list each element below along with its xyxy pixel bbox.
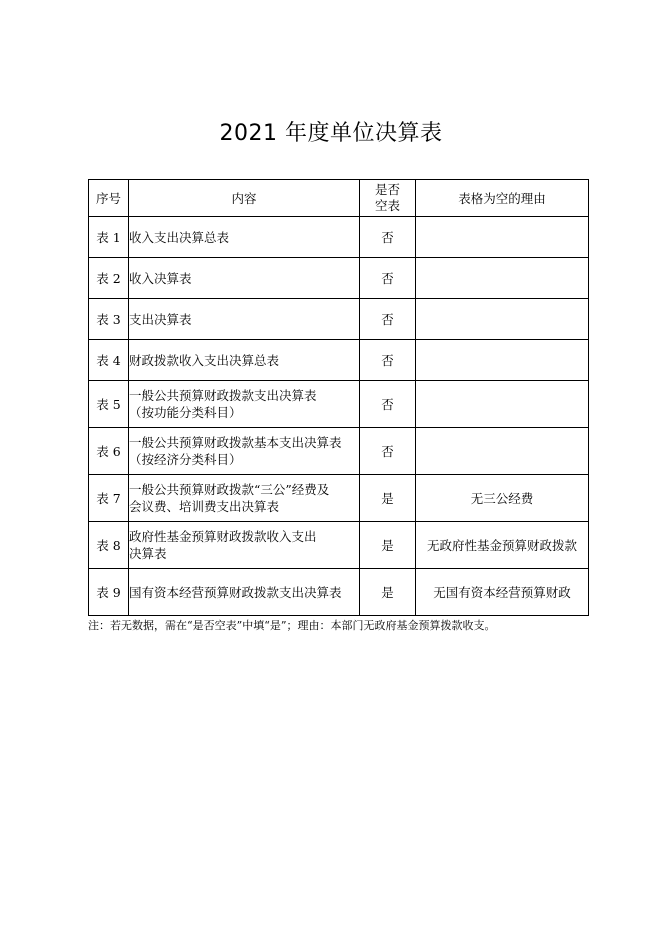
row-content: 一般公共预算财政拨款“三公”经费及 会议费、培训费支出决算表 [129,475,360,522]
row-reason: 无三公经费 [416,475,589,522]
row-reason [416,381,589,428]
header-is-empty [360,180,416,217]
table-row [89,381,589,428]
page-title: 2021 年度单位决算表 [219,121,443,146]
table-row [89,475,589,522]
table-row [89,428,589,475]
header-content: 内容 [129,180,360,217]
row-reason [416,428,589,475]
table-header-row [89,180,589,217]
row-is-empty: 否 [360,340,416,381]
row-no: 表 5 [89,381,129,428]
row-content: 一般公共预算财政拨款基本支出决算表 （按经济分类科目） [129,428,360,475]
row-is-empty: 否 [360,428,416,475]
row-content: 政府性基金预算财政拨款收入支出 决算表 [129,522,360,569]
row-no: 表 9 [89,569,129,616]
row-no: 表 8 [89,522,129,569]
final-accounts-table [88,179,589,616]
header-reason: 表格为空的理由 [416,180,589,217]
header-no: 序号 [89,180,129,217]
row-no: 表 3 [89,299,129,340]
table-row [89,217,589,258]
row-no: 表 4 [89,340,129,381]
row-is-empty: 是 [360,569,416,616]
row-reason [416,217,589,258]
row-reason: 无国有资本经营预算财政 [416,569,589,616]
row-is-empty: 是 [360,475,416,522]
row-reason [416,299,589,340]
row-reason [416,340,589,381]
row-reason [416,258,589,299]
header-is-empty-label: 是否空表 [374,182,400,213]
row-no: 表 7 [89,475,129,522]
row-no: 表 6 [89,428,129,475]
table-row [89,258,589,299]
table-row [89,299,589,340]
row-no: 表 2 [89,258,129,299]
row-is-empty: 否 [360,381,416,428]
row-is-empty: 否 [360,217,416,258]
row-is-empty: 否 [360,258,416,299]
row-content: 国有资本经营预算财政拨款支出决算表 [129,569,360,616]
row-content: 财政拨款收入支出决算总表 [129,340,360,381]
row-content: 支出决算表 [129,299,360,340]
footnote: 注：若无数据，需在“是否空表”中填“是”；理由：本部门无政府基金预算拨款收支。 [88,619,496,632]
row-content: 收入决算表 [129,258,360,299]
row-content: 一般公共预算财政拨款支出决算表 （按功能分类科目） [129,381,360,428]
row-no: 表 1 [89,217,129,258]
table-row [89,522,589,569]
row-content: 收入支出决算总表 [129,217,360,258]
row-is-empty: 否 [360,299,416,340]
row-is-empty: 是 [360,522,416,569]
table-row [89,340,589,381]
table-row [89,569,589,616]
row-reason: 无政府性基金预算财政拨款 [416,522,589,569]
